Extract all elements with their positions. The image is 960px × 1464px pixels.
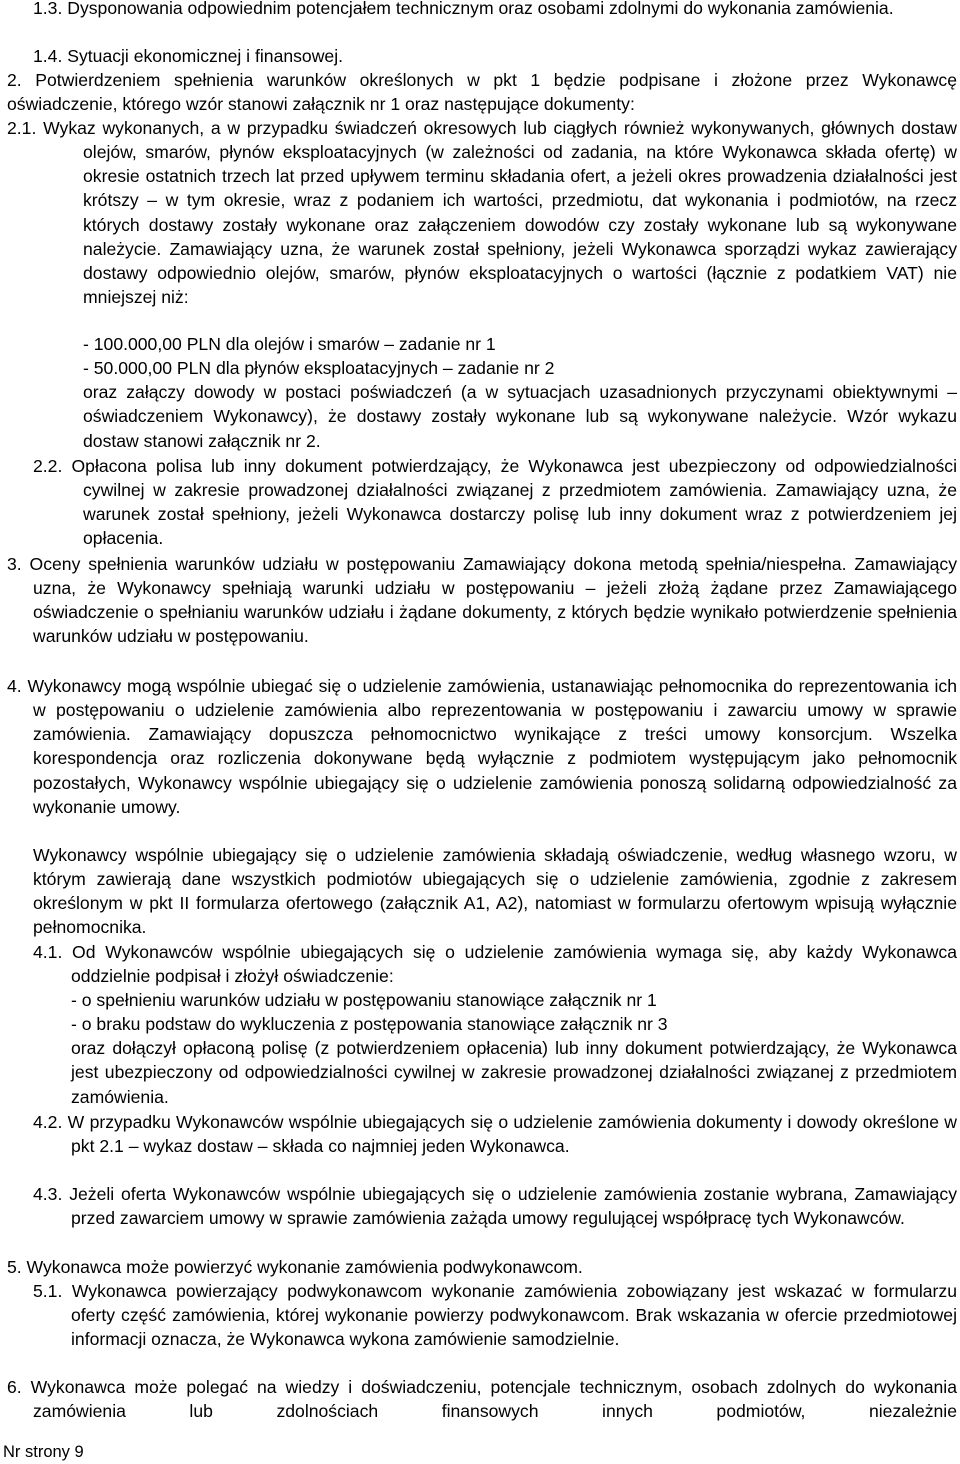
- paragraph-2-2: 2.2. Opłacona polisa lub inny dokument potwierdzający, że Wykonawca jest ubezpieczony od odpowiedzialności cywilnej w zakresie prowadzonej działalności związanej z przedmiotem zamówienia. Zamawiający uzna, że warunek został spełniony, jeżeli Wykonawca dostarczy polisę lub inny dokument wraz z potwierdzeniem jej opłacenia.: [33, 456, 957, 549]
- section-1-4: [33, 44, 957, 68]
- section-1-3: [33, 0, 957, 20]
- paragraph-2: 2. Potwierdzeniem spełnienia warunków określonych w pkt 1 będzie podpisane i złożone przez Wykonawcę oświadczenie, którego wzór stanowi załącznik nr 1 oraz następujące dokumenty:: [7, 70, 957, 115]
- paragraph-4-1-polisa: oraz dołączył opłaconą polisę (z potwierdzeniem opłacenia) lub inny dokument potwierdzający, że Wykonawca jest ubezpieczony od odpowiedzialności cywilnej w zakresie prowadzonej działalności związanej z przedmiotem zamówienia.: [71, 1038, 957, 1107]
- section-5: [7, 1255, 957, 1279]
- paragraph-6: 6. Wykonawca może polegać na wiedzy i doświadczeniu, potencjale technicznym, osobach zdolnych do wykonania zamówienia lub zdolnościach finansowych innych podmiotów, niezależnie: [7, 1377, 957, 1422]
- paragraph-1-3: 1.3. Dysponowania odpowiednim potencjałem technicznym oraz osobami zdolnymi do wykonania zamówienia.: [33, 0, 894, 18]
- section-2-1: [7, 116, 957, 309]
- paragraph-4: 4. Wykonawcy mogą wspólnie ubiegać się o udzielenie zamówienia, ustanawiając pełnomocnika do reprezentowania ich w postępowaniu o udzielenie zamówienia albo reprezentowania w postępowaniu i zawarciu umowy w sprawie zamówienia. Zamawiający dopuszcza pełnomocnictwo wynikające z treści umowy konsorcjum. Wszelka korespondencja oraz rozliczenia dokonywane będą wyłącznie z podmiotem występującym jako pełnomocnik pozostałych, Wykonawcy wspólnie ubiegający się o udzielenie zamówienia ponoszą solidarną odpowiedzialność za wykonanie umowy.: [7, 676, 957, 817]
- paragraph-2-1: 2.1. Wykaz wykonanych, a w przypadku świadczeń okresowych lub ciągłych również wykonywanych, głównych dostaw olejów, smarów, płynów eksploatacyjnych (w zależności od zadania, na które Wykonawca składa ofertę) w okresie ostatnich trzech lat przed upływem terminu składania ofert, a jeżeli okres prowadzenia działalności jest krótszy – w tym okresie, wraz z podaniem ich wartości, przedmiotu, dat wykonania i podmiotów, na rzecz których dostawy zostały wykonane oraz załączeniem dowodów czy zostały wykonane lub są wykonywane należycie. Zamawiający uzna, że warunek został spełniony, jeżeli Wykonawca sporządzi wykaz zawierający dostawy odpowiednio olejów, smarów, płynów eksploatacyjnych o wartości (łącznie z podatkiem VAT) nie mniejszej niż:: [7, 118, 957, 308]
- list-item-zalacznik-1: - o spełnieniu warunków udziału w postępowaniu stanowiące załącznik nr 1: [71, 990, 657, 1010]
- section-4-2: [33, 1110, 957, 1158]
- section-2-1-list: [83, 332, 957, 453]
- section-4-1: [33, 940, 957, 988]
- paragraph-2-1-dowody: oraz załączy dowody w postaci poświadczeń (a w sytuacjach uzasadnionych przyczynami obiektywnymi – oświadczeniem Wykonawcy), że dostawy zostały wykonane lub są wykonywane należycie. Wzór wykazu dostaw stanowi załącznik nr 2.: [83, 382, 957, 451]
- list-item-zadanie-2: - 50.000,00 PLN dla płynów eksploatacyjnych – zadanie nr 2: [83, 358, 555, 379]
- section-4-consortium: [33, 843, 957, 940]
- paragraph-4-1: 4.1. Od Wykonawców wspólnie ubiegających się o udzielenie zamówienia wymaga się, aby każdy Wykonawca oddzielnie podpisał i złożył oświadczenie:: [33, 942, 957, 987]
- paragraph-5: 5. Wykonawca może powierzyć wykonanie zamówienia podwykonawcom.: [7, 1257, 583, 1277]
- list-item-zalacznik-3: - o braku podstaw do wykluczenia z postępowania stanowiące załącznik nr 3: [71, 1014, 668, 1035]
- section-2: [7, 68, 957, 116]
- section-4-1-list: [71, 988, 957, 1109]
- paragraph-5-1: 5.1. Wykonawca powierzający podwykonawcom wykonanie zamówienia zobowiązany jest wskazać w formularzu oferty część zamówienia, której wykonanie powierzy podwykonawcom. Brak wskazania w ofercie przedmiotowej informacji oznacza, że Wykonawca wykona zamówienie samodzielnie.: [33, 1281, 957, 1350]
- section-2-2: [33, 454, 957, 551]
- section-3: [7, 552, 957, 649]
- section-6: [7, 1375, 957, 1423]
- paragraph-4-2: 4.2. W przypadku Wykonawców wspólnie ubiegających się o udzielenie zamówienia dokumenty i dowody określone w pkt 2.1 – wykaz dostaw – składa co najmniej jeden Wykonawca.: [33, 1112, 957, 1157]
- paragraph-1-4: 1.4. Sytuacji ekonomicznej i finansowej.: [33, 46, 344, 66]
- paragraph-4-3: 4.3. Jeżeli oferta Wykonawców wspólnie ubiegających się o udzielenie zamówienia zostanie wybrana, Zamawiający przed zawarciem umowy w sprawie zamówienia zażąda umowy regulującej współpracę tych Wykonawców.: [33, 1184, 957, 1229]
- section-4-3: [33, 1182, 957, 1230]
- paragraph-3: 3. Oceny spełnienia warunków udziału w postępowaniu Zamawiający dokona metodą spełnia/niespełna. Zamawiający uzna, że Wykonawcy spełniają warunki udziału w postępowaniu – jeżeli złożą żądane przez Zamawiającego oświadczenie o spełnianiu warunków udziału i żądane dokumenty, z których będzie wynikało potwierdzenie spełnienia warunków udziału w postępowaniu.: [7, 554, 957, 647]
- list-item-zadanie-1: - 100.000,00 PLN dla olejów i smarów – zadanie nr 1: [83, 334, 496, 354]
- section-5-1: [33, 1279, 957, 1351]
- section-4: [7, 674, 957, 819]
- paragraph-4-consortium: Wykonawcy wspólnie ubiegający się o udzielenie zamówienia składają oświadczenie, według własnego wzoru, w którym zawierają dane wszystkich podmiotów ubiegających się o udzielenie zamówienia, zgodnie z zakresem określonym w pkt II formularza ofertowego (załącznik A1, A2), natomiast w formularzu ofertowym wpisują wyłącznie pełnomocnika.: [33, 845, 957, 938]
- page-number: Nr strony 9: [3, 1443, 84, 1461]
